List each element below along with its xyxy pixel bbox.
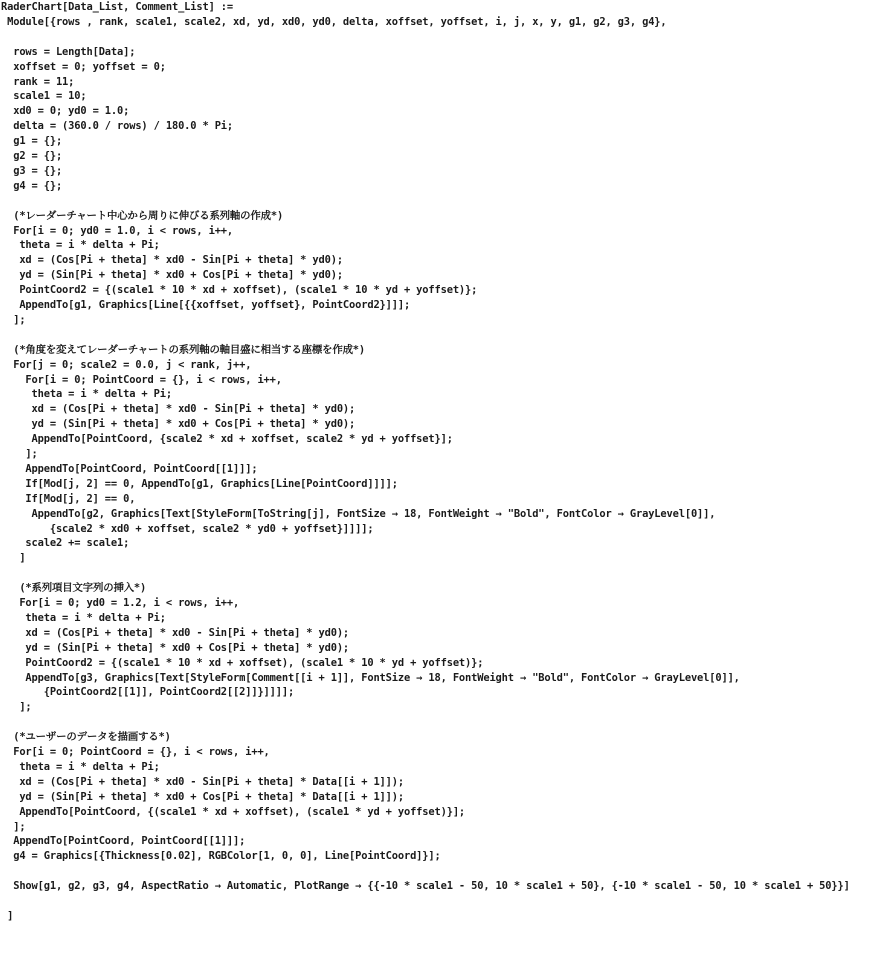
code-line: AppendTo[g1, Graphics[Line[{{xoffset, yoffset}, PointCoord2}]]]; xyxy=(1,299,411,311)
code-line: g3 = {}; xyxy=(1,164,63,177)
code-line: xd = (Cos[Pi + theta] * xd0 - Sin[Pi + theta] * yd0); xyxy=(1,254,343,267)
code-line: AppendTo[PointCoord, {(scale1 * xd + xoffset), (scale1 * yd + yoffset)}]; xyxy=(1,805,466,818)
code-line: yd = (Sin[Pi + theta] * xd0 + Cos[Pi + theta] * yd0); xyxy=(1,269,343,282)
code-line: For[j = 0; scale2 = 0.0, j < rank, j++, xyxy=(1,358,252,371)
code-line: rank = 11; xyxy=(1,75,75,88)
code-line: xd0 = 0; yd0 = 1.0; xyxy=(1,105,130,118)
code-line: AppendTo[PointCoord, {scale2 * xd + xoffset, scale2 * yd + yoffset}]; xyxy=(1,433,453,446)
code-line: Show[g1, g2, g3, g4, AspectRatio → Automatic, PlotRange → {{-10 * scale1 - 50, 10 * scale1 + 50}, {-10 * scale1 - 50, 10 * scale1 + 50}}] xyxy=(1,880,850,893)
code-line: For[i = 0; PointCoord = {}, i < rows, i++, xyxy=(1,373,282,386)
code-line: ] xyxy=(1,552,26,565)
code-line: AppendTo[PointCoord, PointCoord[[1]]]; xyxy=(1,462,258,475)
code-line: ]; xyxy=(1,448,38,460)
code-line: (*ユーザーのデータを描画する*) xyxy=(1,731,171,744)
code-line: theta = i * delta + Pi; xyxy=(1,388,172,401)
code-line: AppendTo[PointCoord, PointCoord[[1]]]; xyxy=(1,835,246,848)
code-line: theta = i * delta + Pi; xyxy=(1,760,160,773)
code-line: xoffset = 0; yoffset = 0; xyxy=(1,60,166,73)
code-line: If[Mod[j, 2] == 0, xyxy=(1,492,136,505)
code-line: ]; xyxy=(1,701,32,714)
code-line: theta = i * delta + Pi; xyxy=(1,239,160,252)
code-line: xd = (Cos[Pi + theta] * xd0 - Sin[Pi + theta] * yd0); xyxy=(1,403,356,416)
code-line: scale1 = 10; xyxy=(1,90,87,103)
code-line: yd = (Sin[Pi + theta] * xd0 + Cos[Pi + theta] * yd0); xyxy=(1,418,356,431)
code-line: AppendTo[g2, Graphics[Text[StyleForm[ToString[j], FontSize → 18, FontWeight → "Bold", FontColor → GrayLevel[0]], xyxy=(1,507,716,520)
code-line: yd = (Sin[Pi + theta] * xd0 + Cos[Pi + theta] * yd0); xyxy=(1,641,350,654)
code-line: g4 = {}; xyxy=(1,179,63,192)
code-line: ]; xyxy=(1,820,26,833)
code-line: PointCoord2 = {(scale1 * 10 * xd + xoffset), (scale1 * 10 * yd + yoffset)}; xyxy=(1,656,484,669)
code-line: g4 = Graphics[{Thickness[0.02], RGBColor[1, 0, 0], Line[PointCoord]}]; xyxy=(1,850,441,863)
code-line: delta = (360.0 / rows) / 180.0 * Pi; xyxy=(1,120,234,133)
code-line: For[i = 0; yd0 = 1.2, i < rows, i++, xyxy=(1,597,240,609)
code-line: scale2 += scale1; xyxy=(1,537,130,550)
code-line: AppendTo[g3, Graphics[Text[StyleForm[Comment[[i + 1]], FontSize → 18, FontWeight → "Bold", FontColor → GrayLevel[0]], xyxy=(1,671,740,684)
code-line: {scale2 * xd0 + xoffset, scale2 * yd0 + yoffset}]]]]; xyxy=(1,522,374,535)
code-line: If[Mod[j, 2] == 0, AppendTo[g1, Graphics[Line[PointCoord]]]]; xyxy=(1,477,398,490)
code-line: ]; xyxy=(1,313,26,326)
code-line: yd = (Sin[Pi + theta] * xd0 + Cos[Pi + theta] * Data[[i + 1]]); xyxy=(1,790,404,803)
code-line: (*系列項目文字列の挿入*) xyxy=(1,582,147,595)
code-line: For[i = 0; PointCoord = {}, i < rows, i++, xyxy=(1,746,270,758)
code-line: (*レーダーチャート中心から周りに伸びる系列軸の作成*) xyxy=(1,209,284,222)
code-line: Module[{rows , rank, scale1, scale2, xd, yd, xd0, yd0, delta, xoffset, yoffset, i, j, x, y, g1, g2, g3, g4}, xyxy=(1,15,667,28)
code-line: g1 = {}; xyxy=(1,135,63,148)
code-line: ] xyxy=(1,909,14,922)
code-line: xd = (Cos[Pi + theta] * xd0 - Sin[Pi + theta] * Data[[i + 1]]); xyxy=(1,775,404,788)
code-line: For[i = 0; yd0 = 1.0, i < rows, i++, xyxy=(1,224,234,237)
code-line: theta = i * delta + Pi; xyxy=(1,611,166,624)
code-line: xd = (Cos[Pi + theta] * xd0 - Sin[Pi + theta] * yd0); xyxy=(1,626,350,639)
code-line: g2 = {}; xyxy=(1,150,63,162)
code-line: rows = Length[Data]; xyxy=(1,45,136,58)
code-line: RaderChart[Data_List, Comment_List] := xyxy=(1,1,234,13)
code-line: PointCoord2 = {(scale1 * 10 * xd + xoffset), (scale1 * 10 * yd + yoffset)}; xyxy=(1,284,478,297)
code-line: (*角度を変えてレーダーチャートの系列軸の軸目盛に相当する座標を作成*) xyxy=(1,343,366,356)
code-line: {PointCoord2[[1]], PointCoord2[[2]]}]]]]; xyxy=(1,686,295,699)
